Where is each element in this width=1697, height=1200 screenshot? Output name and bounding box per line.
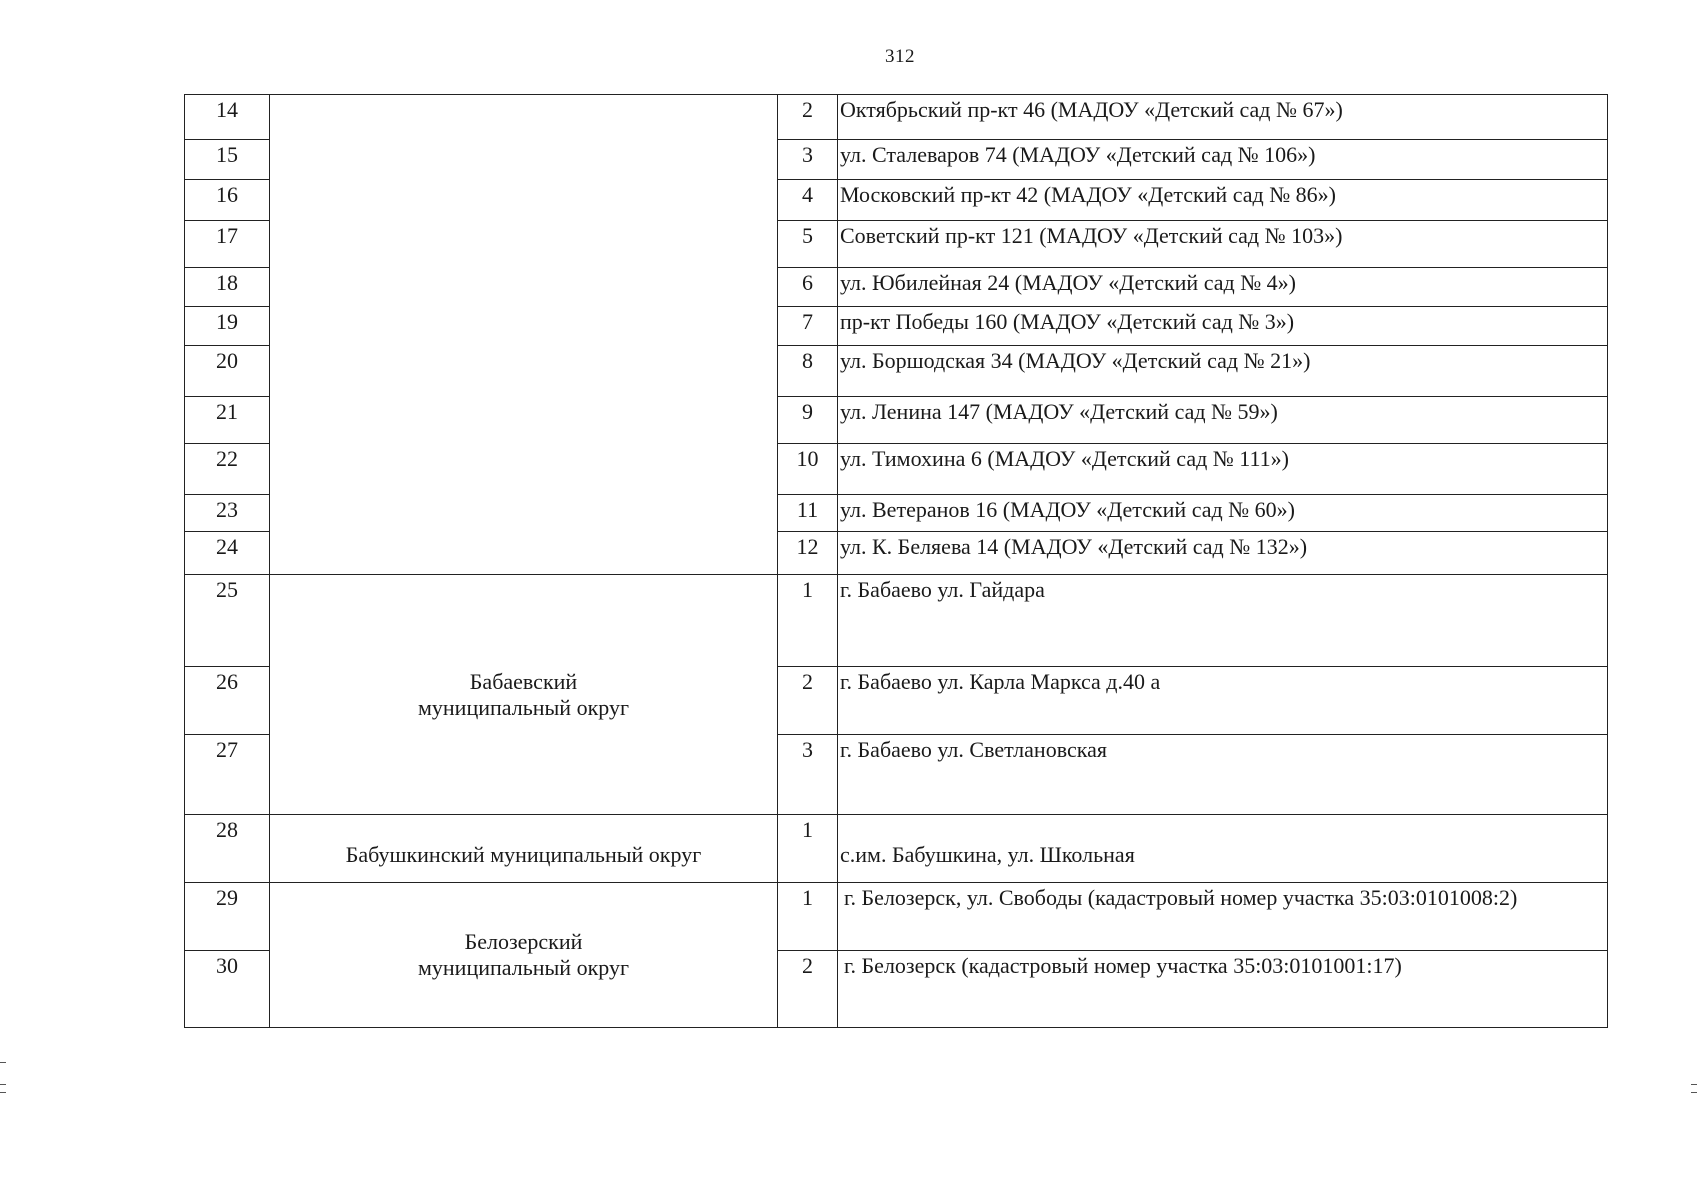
row-address: Московский пр-кт 42 (МАДОУ «Детский сад № 86»)	[838, 180, 1608, 221]
scan-mark-right	[1691, 1092, 1697, 1093]
district-babushkinsky: Бабушкинский муниципальный округ	[270, 815, 778, 883]
row-address: ул. Тимохина 6 (МАДОУ «Детский сад № 111»)	[838, 444, 1608, 495]
row-number: 21	[185, 397, 270, 444]
district-name-line2: муниципальный округ	[417, 955, 629, 980]
row-subnumber: 1	[778, 883, 838, 951]
row-address: Октябрьский пр-кт 46 (МАДОУ «Детский сад № 67»)	[838, 95, 1608, 140]
row-subnumber: 3	[778, 735, 838, 815]
scan-mark-right	[1691, 1084, 1697, 1085]
row-number: 26	[185, 667, 270, 735]
row-number: 20	[185, 346, 270, 397]
row-subnumber: 12	[778, 532, 838, 575]
row-address: ул. Боршодская 34 (МАДОУ «Детский сад № 21»)	[838, 346, 1608, 397]
row-number: 29	[185, 883, 270, 951]
row-number: 28	[185, 815, 270, 883]
row-subnumber: 3	[778, 140, 838, 180]
row-subnumber: 10	[778, 444, 838, 495]
scan-mark-left	[0, 1062, 6, 1063]
table-row	[185, 575, 1608, 667]
row-address: г. Бабаево ул. Светлановская	[838, 735, 1608, 815]
row-number: 18	[185, 268, 270, 307]
row-number: 15	[185, 140, 270, 180]
row-subnumber: 11	[778, 495, 838, 532]
district-name-line1: Белозерский	[464, 929, 583, 954]
row-number: 25	[185, 575, 270, 667]
row-subnumber: 1	[778, 575, 838, 667]
row-subnumber: 7	[778, 307, 838, 346]
row-number: 14	[185, 95, 270, 140]
row-address: ул. К. Беляева 14 (МАДОУ «Детский сад № 132»)	[838, 532, 1608, 575]
row-address: г. Белозерск (кадастровый номер участка 35:03:0101001:17)	[838, 951, 1608, 1028]
row-address: г. Бабаево ул. Гайдара	[838, 575, 1608, 667]
table-row	[185, 95, 1608, 140]
page-number: 312	[885, 46, 915, 67]
row-address: ул. Ветеранов 16 (МАДОУ «Детский сад № 60»)	[838, 495, 1608, 532]
table-row	[185, 815, 1608, 883]
row-subnumber: 5	[778, 221, 838, 268]
row-number: 16	[185, 180, 270, 221]
row-subnumber: 2	[778, 667, 838, 735]
row-number: 30	[185, 951, 270, 1028]
row-number: 24	[185, 532, 270, 575]
row-number: 23	[185, 495, 270, 532]
row-address: ул. Юбилейная 24 (МАДОУ «Детский сад № 4»)	[838, 268, 1608, 307]
district-name-line1: Бабаевский	[469, 668, 578, 694]
row-number: 22	[185, 444, 270, 495]
row-address: пр-кт Победы 160 (МАДОУ «Детский сад № 3»)	[838, 307, 1608, 346]
row-address: с.им. Бабушкина, ул. Школьная	[838, 815, 1608, 883]
row-address: ул. Ленина 147 (МАДОУ «Детский сад № 59»)	[838, 397, 1608, 444]
scan-mark-left	[0, 1092, 6, 1093]
row-subnumber: 9	[778, 397, 838, 444]
row-subnumber: 6	[778, 268, 838, 307]
table-row	[185, 883, 1608, 951]
scan-mark-left	[0, 1084, 6, 1085]
row-number: 19	[185, 307, 270, 346]
row-number: 27	[185, 735, 270, 815]
row-subnumber: 1	[778, 815, 838, 883]
row-address: Советский пр-кт 121 (МАДОУ «Детский сад № 103»)	[838, 221, 1608, 268]
row-subnumber: 2	[778, 95, 838, 140]
row-number: 17	[185, 221, 270, 268]
row-address: г. Бабаево ул. Карла Маркса д.40 а	[838, 667, 1608, 735]
district-babaevsky	[270, 575, 778, 815]
sites-table	[184, 94, 1608, 1028]
district-belozersky	[270, 883, 778, 1028]
row-subnumber: 2	[778, 951, 838, 1028]
row-subnumber: 4	[778, 180, 838, 221]
district-name-line2: муниципальный округ	[417, 694, 629, 720]
row-subnumber: 8	[778, 346, 838, 397]
row-address: ул. Сталеваров 74 (МАДОУ «Детский сад № 106»)	[838, 140, 1608, 180]
row-address: г. Белозерск, ул. Свободы (кадастровый номер участка 35:03:0101008:2)	[838, 883, 1608, 951]
district-cell-empty	[270, 95, 778, 575]
